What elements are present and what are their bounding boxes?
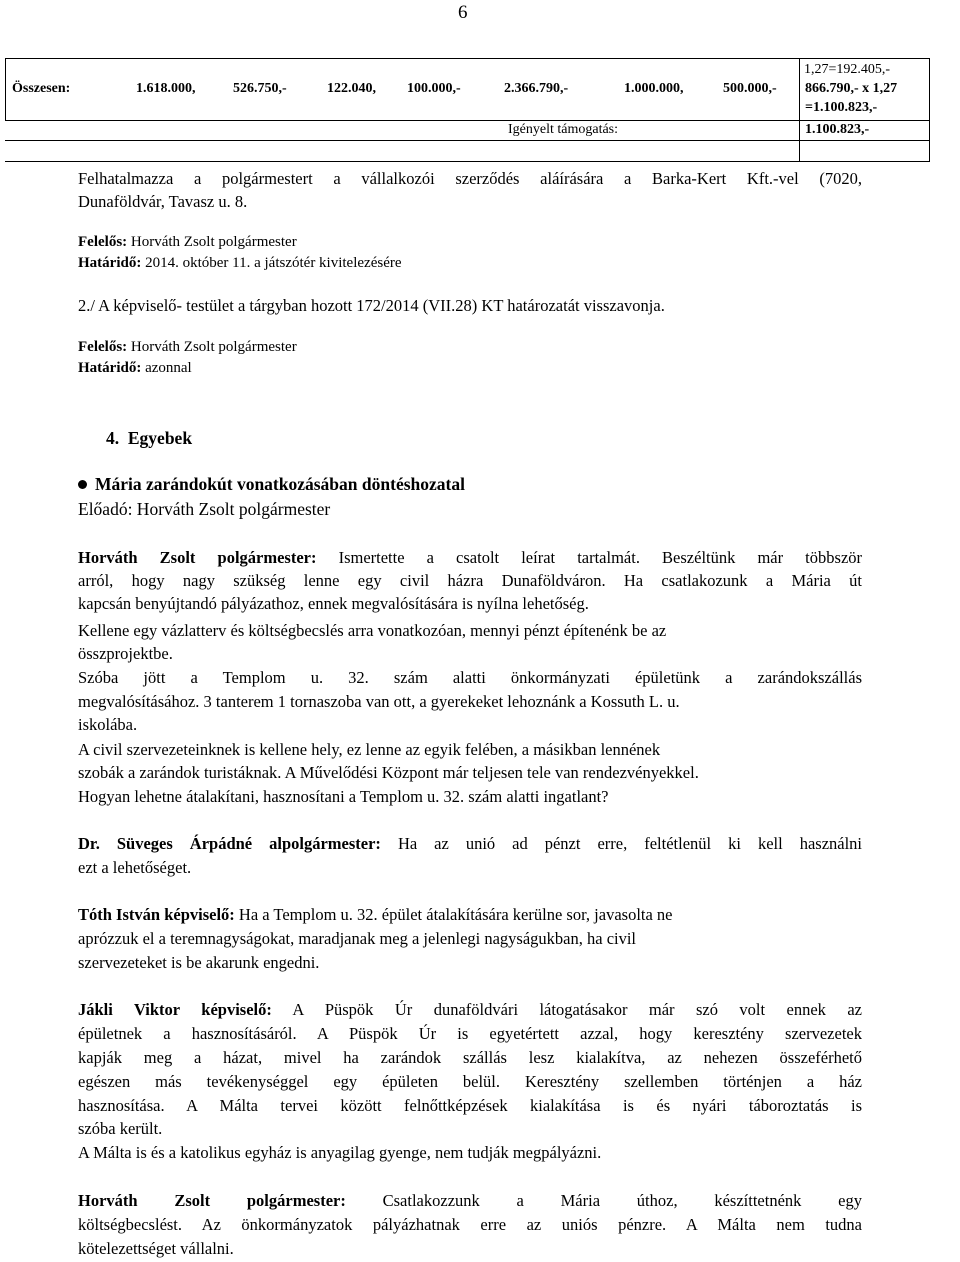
section-title: Egyebek	[127, 428, 193, 448]
summary-calc-line: 1,27=192.405,-	[804, 62, 891, 77]
speech4-line: egészen más tevékenységgel egy épületen belül. Keresztény szellemben történjen a ház	[78, 1072, 862, 1091]
responsible-value: Horváth Zsolt polgármester	[130, 339, 297, 355]
speech5-line: költségbecslést. Az önkormányzatok pályázhatnak erre az uniós pénzre. A Málta nem tudna	[78, 1215, 862, 1234]
resolution1-line: Dunaföldvár, Tavasz u. 8.	[78, 192, 248, 211]
speech4-line: szóba került.	[78, 1119, 163, 1138]
speech3-line	[78, 903, 862, 926]
resolution1-line: Felhatalmazza a polgármestert a vállalkozói szerződés aláírására a Barka-Kert Kft.-vel (7020,	[78, 169, 862, 188]
requested-value: 1.100.823,-	[805, 122, 870, 137]
speech5-line: kötelezettséget vállalni.	[78, 1239, 234, 1258]
resolution1-responsible	[78, 231, 862, 254]
speech1-line: Kellene egy vázlatterv és költségbecslés arra vonatkozóan, mennyi pénzt építenénk be az	[78, 621, 667, 640]
summary-table	[5, 58, 930, 162]
deadline-value: 2014. október 11. a játszótér kivitelezésére	[145, 255, 402, 271]
page-number: 6	[458, 2, 468, 23]
bullet-icon	[78, 480, 87, 489]
speech-text: Ha az unió ad pénzt erre, feltétlenül ki kell használni	[397, 834, 863, 853]
summary-calc-line: =1.100.823,-	[805, 100, 878, 115]
speech4-line: hasznosítása. A Málta tervei között felnőttképzések kialakítása is és nyári táboroztatás is	[78, 1096, 862, 1115]
speech4-line: épületnek a hasznosításáról. A Püspök Úr is egyetértett azzal, hogy keresztény szervezetek	[78, 1024, 862, 1043]
speaker-name: Horváth Zsolt polgármester:	[78, 1191, 346, 1210]
deadline-value: azonnal	[145, 360, 192, 376]
section-heading	[106, 427, 890, 450]
deadline-label: Határidő:	[78, 255, 142, 271]
speech1-line: A civil szervezeteinknek is kellene hely, ez lenne az egyik felében, a másikban lennének	[78, 740, 661, 759]
summary-value: 526.750,-	[233, 81, 287, 96]
summary-calc-line: 866.790,- x 1,27	[805, 81, 898, 96]
speech1-line: arról, hogy nagy szükség lenne egy civil házra Dunaföldváron. Ha csatlakozunk a Mária út	[78, 571, 862, 590]
speech5-line	[78, 1189, 862, 1212]
speech4-line: kapják meg a házat, mivel ha zarándok szállás lesz kialakítva, az nehezen összeférhető	[78, 1048, 862, 1067]
speech1-line: összprojektbe.	[78, 644, 173, 663]
speech1-line: szobák a zarándok turistáknak. A Művelődési Központ már teljesen tele van rendezvényekkel.	[78, 763, 699, 782]
summary-value: 1.000.000,	[624, 81, 684, 96]
speaker-name: Horváth Zsolt polgármester:	[78, 548, 317, 567]
speaker-name: Jákli Viktor képviselő:	[78, 1000, 272, 1019]
speaker-name: Tóth István képviselő:	[78, 905, 235, 924]
speech1-line: megvalósításához. 3 tanterem 1 tornaszoba van ott, a gyerekeket lehoznánk a Kossuth L. u.	[78, 692, 680, 711]
resolution2-deadline	[78, 357, 862, 380]
agenda-item	[78, 473, 862, 496]
speech1-line	[78, 546, 862, 569]
speech-text: Ismertette a csatolt leírat tartalmát. Beszéltünk már többször	[338, 548, 863, 567]
summary-value: 2.366.790,-	[504, 81, 569, 96]
responsible-label: Felelős:	[78, 339, 128, 355]
speech1-line: iskolába.	[78, 715, 138, 734]
responsible-label: Felelős:	[78, 234, 128, 250]
requested-label: Igényelt támogatás:	[508, 122, 619, 137]
speech1-line: kapcsán benyújtandó pályázathoz, ennek megvalósítására is nyílna lehetőség.	[78, 594, 589, 613]
agenda-title: Mária zarándokút vonatkozásában döntéshozatal	[95, 474, 465, 494]
speech2-line: ezt a lehetőséget.	[78, 858, 192, 877]
speech-text: Ha a Templom u. 32. épület átalakítására kerülne sor, javasolta ne	[238, 905, 673, 924]
summary-value: 500.000,-	[723, 81, 777, 96]
summary-value: 100.000,-	[407, 81, 461, 96]
summary-value: 122.040,	[327, 81, 376, 96]
presenter: Előadó: Horváth Zsolt polgármester	[78, 499, 331, 519]
speech1-line: Hogyan lehetne átalakítani, hasznosítani a Templom u. 32. szám alatti ingatlant?	[78, 787, 609, 806]
speech-text: Csatlakozzunk a Mária úthoz, készíttetnénk egy	[382, 1191, 862, 1210]
summary-value: 1.618.000,	[136, 81, 196, 96]
resolution2-responsible	[78, 336, 862, 359]
resolution2-text: 2./ A képviselő- testület a tárgyban hozott 172/2014 (VII.28) KT határozatát visszavonja.	[78, 296, 665, 315]
section-number: 4.	[106, 428, 120, 448]
speech2-line	[78, 832, 862, 855]
speech4-line: A Málta is és a katolikus egyház is anyagilag gyenge, nem tudják megpályázni.	[78, 1143, 602, 1162]
summary-calc-value: 192.405,-	[836, 62, 891, 77]
speaker-name: Dr. Süveges Árpádné alpolgármester:	[78, 834, 381, 853]
deadline-label: Határidő:	[78, 360, 142, 376]
responsible-value: Horváth Zsolt polgármester	[130, 234, 297, 250]
resolution1-deadline	[78, 252, 862, 275]
speech-text: A Püspök Úr dunaföldvári látogatásakor már szó volt ennek az	[292, 1000, 863, 1019]
speech1-line: Szóba jött a Templom u. 32. szám alatti önkormányzati épületünk a zarándokszállás	[78, 668, 862, 687]
speech3-line: aprózzuk el a teremnagyságokat, maradjanak meg a jelenlegi nagyságukban, ha civil	[78, 929, 637, 948]
summary-label: Összesen:	[12, 81, 71, 96]
speech3-line: szervezeteket is be akarunk engedni.	[78, 953, 320, 972]
speech4-line	[78, 998, 862, 1021]
